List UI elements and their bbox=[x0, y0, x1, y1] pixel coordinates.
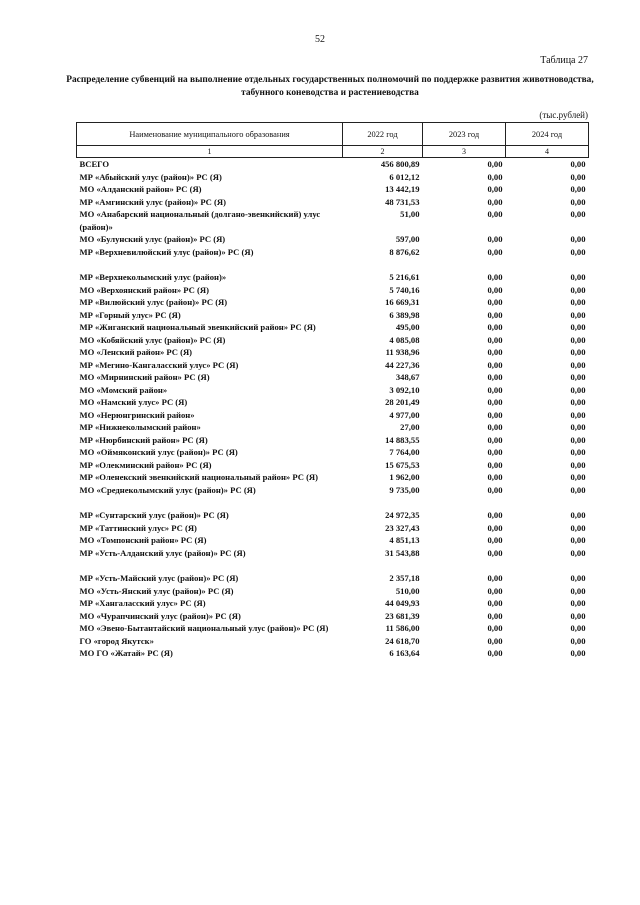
value-2024-cell: 0,00 bbox=[570, 484, 586, 495]
value-2022-cell: 24 972,35 bbox=[385, 510, 420, 520]
value-2022-cell: 6 163,64 bbox=[389, 648, 420, 658]
municipality-cell: МР «Верхневилюйский улус (район)» РС (Я) bbox=[79, 246, 254, 257]
value-2022-cell: 13 442,19 bbox=[385, 184, 420, 194]
value-2023-cell: 0,00 bbox=[487, 422, 503, 432]
value-2024-cell: 0,00 bbox=[570, 284, 586, 295]
page-number: 52 bbox=[315, 34, 325, 45]
table-row bbox=[77, 384, 589, 397]
value-2023-cell: 0,00 bbox=[487, 334, 503, 345]
municipality-cell: МО «Анабарский национальный (долгано-эвенкийский) улус (район)» bbox=[79, 209, 321, 232]
value-2023-cell: 0,00 bbox=[487, 547, 503, 558]
value-2024-cell: 0,00 bbox=[570, 397, 586, 407]
value-2023-cell: 0,00 bbox=[487, 234, 503, 244]
table-row bbox=[77, 309, 589, 322]
value-2022-cell: 8 876,62 bbox=[389, 246, 420, 257]
municipality-cell: МР «Нюрбинский район» РС (Я) bbox=[79, 434, 208, 445]
table-row bbox=[77, 635, 589, 648]
value-2023-cell: 0,00 bbox=[487, 472, 503, 482]
spacer-row bbox=[77, 559, 589, 572]
value-2023-cell: 0,00 bbox=[487, 171, 503, 182]
municipality-cell: МР «Жиганский национальный эвенкийский район» РС (Я) bbox=[79, 322, 316, 332]
municipality-cell: МР «Сунтарский улус (район)» РС (Я) bbox=[79, 510, 229, 520]
table-row bbox=[77, 409, 589, 422]
table-row bbox=[77, 647, 589, 660]
value-2022-cell: 44 227,36 bbox=[385, 359, 420, 370]
header-number-4: 4 bbox=[506, 146, 589, 158]
municipality-cell: МО «Среднеколымский улус (район)» РС (Я) bbox=[79, 484, 256, 495]
table-row bbox=[77, 421, 589, 434]
municipality-cell: МР «Мегино-Кангаласский улус» РС (Я) bbox=[79, 359, 239, 370]
value-2024-cell: 0,00 bbox=[570, 359, 586, 370]
value-2023-cell: 0,00 bbox=[487, 322, 503, 332]
table-row bbox=[77, 171, 589, 184]
value-2024-cell: 0,00 bbox=[570, 384, 586, 395]
value-2023-cell: 0,00 bbox=[487, 159, 503, 169]
table-row bbox=[77, 509, 589, 522]
value-2022-cell: 2 357,18 bbox=[389, 573, 420, 583]
municipality-cell: МР «Горный улус» РС (Я) bbox=[79, 309, 181, 320]
header-number-2: 2 bbox=[343, 146, 423, 158]
value-2023-cell: 0,00 bbox=[487, 209, 503, 219]
value-2023-cell: 0,00 bbox=[487, 484, 503, 495]
municipality-cell: МО ГО «Жатай» РС (Я) bbox=[79, 648, 173, 658]
table-row bbox=[77, 371, 589, 384]
value-2023-cell: 0,00 bbox=[487, 284, 503, 295]
spacer-cell bbox=[77, 496, 589, 509]
table-row bbox=[77, 346, 589, 359]
value-2024-cell: 0,00 bbox=[570, 535, 586, 545]
municipality-cell: МО «Алданский район» РС (Я) bbox=[79, 184, 202, 194]
value-2022-cell: 24 618,70 bbox=[385, 635, 420, 646]
value-2023-cell: 0,00 bbox=[487, 372, 503, 382]
table-row bbox=[77, 296, 589, 309]
value-2022-cell: 14 883,55 bbox=[385, 434, 420, 445]
value-2024-cell: 0,00 bbox=[570, 472, 586, 482]
value-2022-cell: 48 731,53 bbox=[385, 196, 420, 207]
value-2022-cell: 9 735,00 bbox=[389, 484, 420, 495]
municipality-cell: МО «Усть-Янский улус (район)» РС (Я) bbox=[79, 585, 234, 596]
table-row bbox=[77, 359, 589, 372]
municipality-cell: МО «Кобяйский улус (район)» РС (Я) bbox=[79, 334, 226, 345]
value-2022-cell: 510,00 bbox=[395, 585, 420, 596]
municipality-cell: МР «Вилюйский улус (район)» РС (Я) bbox=[79, 297, 228, 307]
value-2024-cell: 0,00 bbox=[570, 573, 586, 583]
value-2022-cell: 44 049,93 bbox=[385, 598, 420, 608]
value-2024-cell: 0,00 bbox=[570, 409, 586, 420]
value-2024-cell: 0,00 bbox=[570, 585, 586, 596]
table-row bbox=[77, 196, 589, 209]
value-2024-cell: 0,00 bbox=[570, 598, 586, 608]
municipality-cell: МР «Нижнеколымский район» bbox=[79, 422, 201, 432]
value-2022-cell: 6 012,12 bbox=[389, 171, 420, 182]
value-2023-cell: 0,00 bbox=[487, 573, 503, 583]
municipality-cell: ВСЕГО bbox=[79, 159, 110, 169]
municipality-cell: МР «Усть-Майский улус (район)» РС (Я) bbox=[79, 573, 239, 583]
table-row bbox=[77, 585, 589, 598]
value-2022-cell: 5 216,61 bbox=[389, 272, 420, 282]
value-2024-cell: 0,00 bbox=[570, 510, 586, 520]
value-2024-cell: 0,00 bbox=[570, 635, 586, 646]
value-2024-cell: 0,00 bbox=[570, 623, 586, 633]
value-2022-cell: 27,00 bbox=[400, 422, 420, 432]
value-2024-cell: 0,00 bbox=[570, 347, 586, 357]
municipality-cell: МО «Эвено-Бытантайский национальный улус (район)» РС (Я) bbox=[79, 623, 329, 633]
value-2022-cell: 4 977,00 bbox=[389, 409, 420, 420]
total-row bbox=[77, 158, 589, 171]
table-row bbox=[77, 534, 589, 547]
value-2024-cell: 0,00 bbox=[570, 522, 586, 533]
municipality-cell: ГО «город Якутск» bbox=[79, 635, 154, 646]
value-2023-cell: 0,00 bbox=[487, 635, 503, 646]
municipality-cell: МО «Томпонский район» РС (Я) bbox=[79, 535, 207, 545]
value-2024-cell: 0,00 bbox=[570, 196, 586, 207]
municipality-cell: МР «Верхнеколымский улус (район)» bbox=[79, 272, 227, 282]
value-2024-cell: 0,00 bbox=[570, 171, 586, 182]
table-row bbox=[77, 484, 589, 497]
table-row bbox=[77, 434, 589, 447]
subsidy-table bbox=[76, 122, 589, 660]
value-2022-cell: 495,00 bbox=[395, 322, 420, 332]
header-2023: 2023 год bbox=[423, 123, 506, 146]
municipality-cell: МР «Оленекский эвенкийский национальный район» РС (Я) bbox=[79, 472, 318, 482]
table-row bbox=[77, 597, 589, 610]
header-number-1: 1 bbox=[77, 146, 343, 158]
value-2023-cell: 0,00 bbox=[487, 623, 503, 633]
value-2024-cell: 0,00 bbox=[570, 334, 586, 345]
value-2023-cell: 0,00 bbox=[487, 272, 503, 282]
value-2023-cell: 0,00 bbox=[487, 447, 503, 457]
value-2024-cell: 0,00 bbox=[570, 547, 586, 558]
value-2023-cell: 0,00 bbox=[487, 459, 503, 470]
value-2024-cell: 0,00 bbox=[570, 309, 586, 320]
value-2024-cell: 0,00 bbox=[570, 648, 586, 658]
municipality-cell: МО «Мирнинский район» РС (Я) bbox=[79, 372, 210, 382]
value-2024-cell: 0,00 bbox=[570, 447, 586, 457]
value-2022-cell: 456 800,89 bbox=[380, 159, 420, 169]
table-row bbox=[77, 334, 589, 347]
table-row bbox=[77, 271, 589, 284]
table-row bbox=[77, 572, 589, 585]
table-row bbox=[77, 622, 589, 635]
value-2022-cell: 11 938,96 bbox=[385, 347, 420, 357]
table-row bbox=[77, 396, 589, 409]
table-row bbox=[77, 233, 589, 246]
table-row bbox=[77, 321, 589, 334]
table-title: Распределение субвенций на выполнение отдельных государственных полномочий по поддержке развития животноводства, табунного коневодства и растениеводства bbox=[66, 75, 594, 98]
value-2024-cell: 0,00 bbox=[570, 234, 586, 244]
value-2023-cell: 0,00 bbox=[487, 246, 503, 257]
value-2024-cell: 0,00 bbox=[570, 246, 586, 257]
municipality-cell: МО «Чурапчинский улус (район)» РС (Я) bbox=[79, 610, 241, 621]
spacer-row bbox=[77, 258, 589, 271]
value-2022-cell: 31 543,88 bbox=[385, 547, 420, 558]
value-2024-cell: 0,00 bbox=[570, 322, 586, 332]
municipality-cell: МР «Абыйский улус (район)» РС (Я) bbox=[79, 171, 222, 182]
table-row bbox=[77, 246, 589, 259]
value-2022-cell: 23 327,43 bbox=[385, 522, 420, 533]
value-2022-cell: 51,00 bbox=[400, 209, 420, 219]
value-2024-cell: 0,00 bbox=[570, 159, 586, 169]
value-2023-cell: 0,00 bbox=[487, 384, 503, 395]
value-2022-cell: 348,67 bbox=[395, 372, 420, 382]
value-2022-cell: 6 389,98 bbox=[389, 309, 420, 320]
spacer-row bbox=[77, 496, 589, 509]
value-2024-cell: 0,00 bbox=[570, 434, 586, 445]
value-2023-cell: 0,00 bbox=[487, 648, 503, 658]
value-2023-cell: 0,00 bbox=[487, 598, 503, 608]
municipality-cell: МО «Намский улус» РС (Я) bbox=[79, 397, 188, 407]
table-body bbox=[77, 158, 589, 660]
value-2022-cell: 4 085,08 bbox=[389, 334, 420, 345]
value-2024-cell: 0,00 bbox=[570, 297, 586, 307]
spacer-cell bbox=[77, 559, 589, 572]
value-2023-cell: 0,00 bbox=[487, 309, 503, 320]
header-2024: 2024 год bbox=[506, 123, 589, 146]
value-2024-cell: 0,00 bbox=[570, 209, 586, 219]
value-2023-cell: 0,00 bbox=[487, 359, 503, 370]
municipality-cell: МР «Амгинский улус (район)» РС (Я) bbox=[79, 196, 226, 207]
value-2024-cell: 0,00 bbox=[570, 372, 586, 382]
value-2022-cell: 5 740,16 bbox=[389, 284, 420, 295]
table-row bbox=[77, 208, 589, 233]
value-2023-cell: 0,00 bbox=[487, 585, 503, 596]
value-2023-cell: 0,00 bbox=[487, 196, 503, 207]
value-2022-cell: 23 681,39 bbox=[385, 610, 420, 621]
municipality-cell: МР «Олекминский район» РС (Я) bbox=[79, 459, 212, 470]
municipality-cell: МР «Хангаласский улус» РС (Я) bbox=[79, 598, 206, 608]
header-municipality: Наименование муниципального образования bbox=[77, 123, 343, 146]
value-2024-cell: 0,00 bbox=[570, 272, 586, 282]
municipality-cell: МО «Нерюнгринский район» bbox=[79, 409, 195, 420]
value-2022-cell: 11 586,00 bbox=[385, 623, 420, 633]
value-2024-cell: 0,00 bbox=[570, 422, 586, 432]
value-2023-cell: 0,00 bbox=[487, 347, 503, 357]
value-2023-cell: 0,00 bbox=[487, 397, 503, 407]
units-label: (тыс.рублей) bbox=[539, 110, 588, 120]
value-2023-cell: 0,00 bbox=[487, 184, 503, 194]
table-row bbox=[77, 446, 589, 459]
table-row bbox=[77, 610, 589, 623]
value-2023-cell: 0,00 bbox=[487, 610, 503, 621]
value-2023-cell: 0,00 bbox=[487, 535, 503, 545]
value-2022-cell: 16 669,31 bbox=[385, 297, 420, 307]
value-2024-cell: 0,00 bbox=[570, 459, 586, 470]
value-2024-cell: 0,00 bbox=[570, 184, 586, 194]
table-row bbox=[77, 459, 589, 472]
municipality-cell: МР «Таттинский улус» РС (Я) bbox=[79, 522, 197, 533]
municipality-cell: МО «Оймяконский улус (район)» РС (Я) bbox=[79, 447, 238, 457]
value-2023-cell: 0,00 bbox=[487, 409, 503, 420]
table-row bbox=[77, 284, 589, 297]
value-2023-cell: 0,00 bbox=[487, 510, 503, 520]
table-row bbox=[77, 522, 589, 535]
municipality-cell: МО «Ленский район» РС (Я) bbox=[79, 347, 193, 357]
spacer-cell bbox=[77, 258, 589, 271]
value-2023-cell: 0,00 bbox=[487, 297, 503, 307]
value-2022-cell: 597,00 bbox=[395, 234, 420, 244]
header-number-3: 3 bbox=[423, 146, 506, 158]
table-row bbox=[77, 547, 589, 560]
header-2022: 2022 год bbox=[343, 123, 423, 146]
value-2022-cell: 1 962,00 bbox=[389, 472, 420, 482]
value-2022-cell: 3 092,10 bbox=[389, 384, 420, 395]
table-row bbox=[77, 183, 589, 196]
value-2022-cell: 7 764,00 bbox=[389, 447, 420, 457]
municipality-cell: МО «Булунский улус (район)» РС (Я) bbox=[79, 234, 226, 244]
table-row bbox=[77, 471, 589, 484]
value-2024-cell: 0,00 bbox=[570, 610, 586, 621]
value-2023-cell: 0,00 bbox=[487, 522, 503, 533]
value-2022-cell: 15 675,53 bbox=[385, 459, 420, 470]
municipality-cell: МО «Верхоянский район» РС (Я) bbox=[79, 284, 209, 295]
municipality-cell: МР «Усть-Алданский улус (район)» РС (Я) bbox=[79, 547, 246, 558]
value-2023-cell: 0,00 bbox=[487, 434, 503, 445]
table-label: Таблица 27 bbox=[540, 55, 588, 66]
municipality-cell: МО «Момский район» bbox=[79, 384, 168, 395]
value-2022-cell: 28 201,49 bbox=[385, 397, 420, 407]
value-2022-cell: 4 851,13 bbox=[389, 535, 420, 545]
